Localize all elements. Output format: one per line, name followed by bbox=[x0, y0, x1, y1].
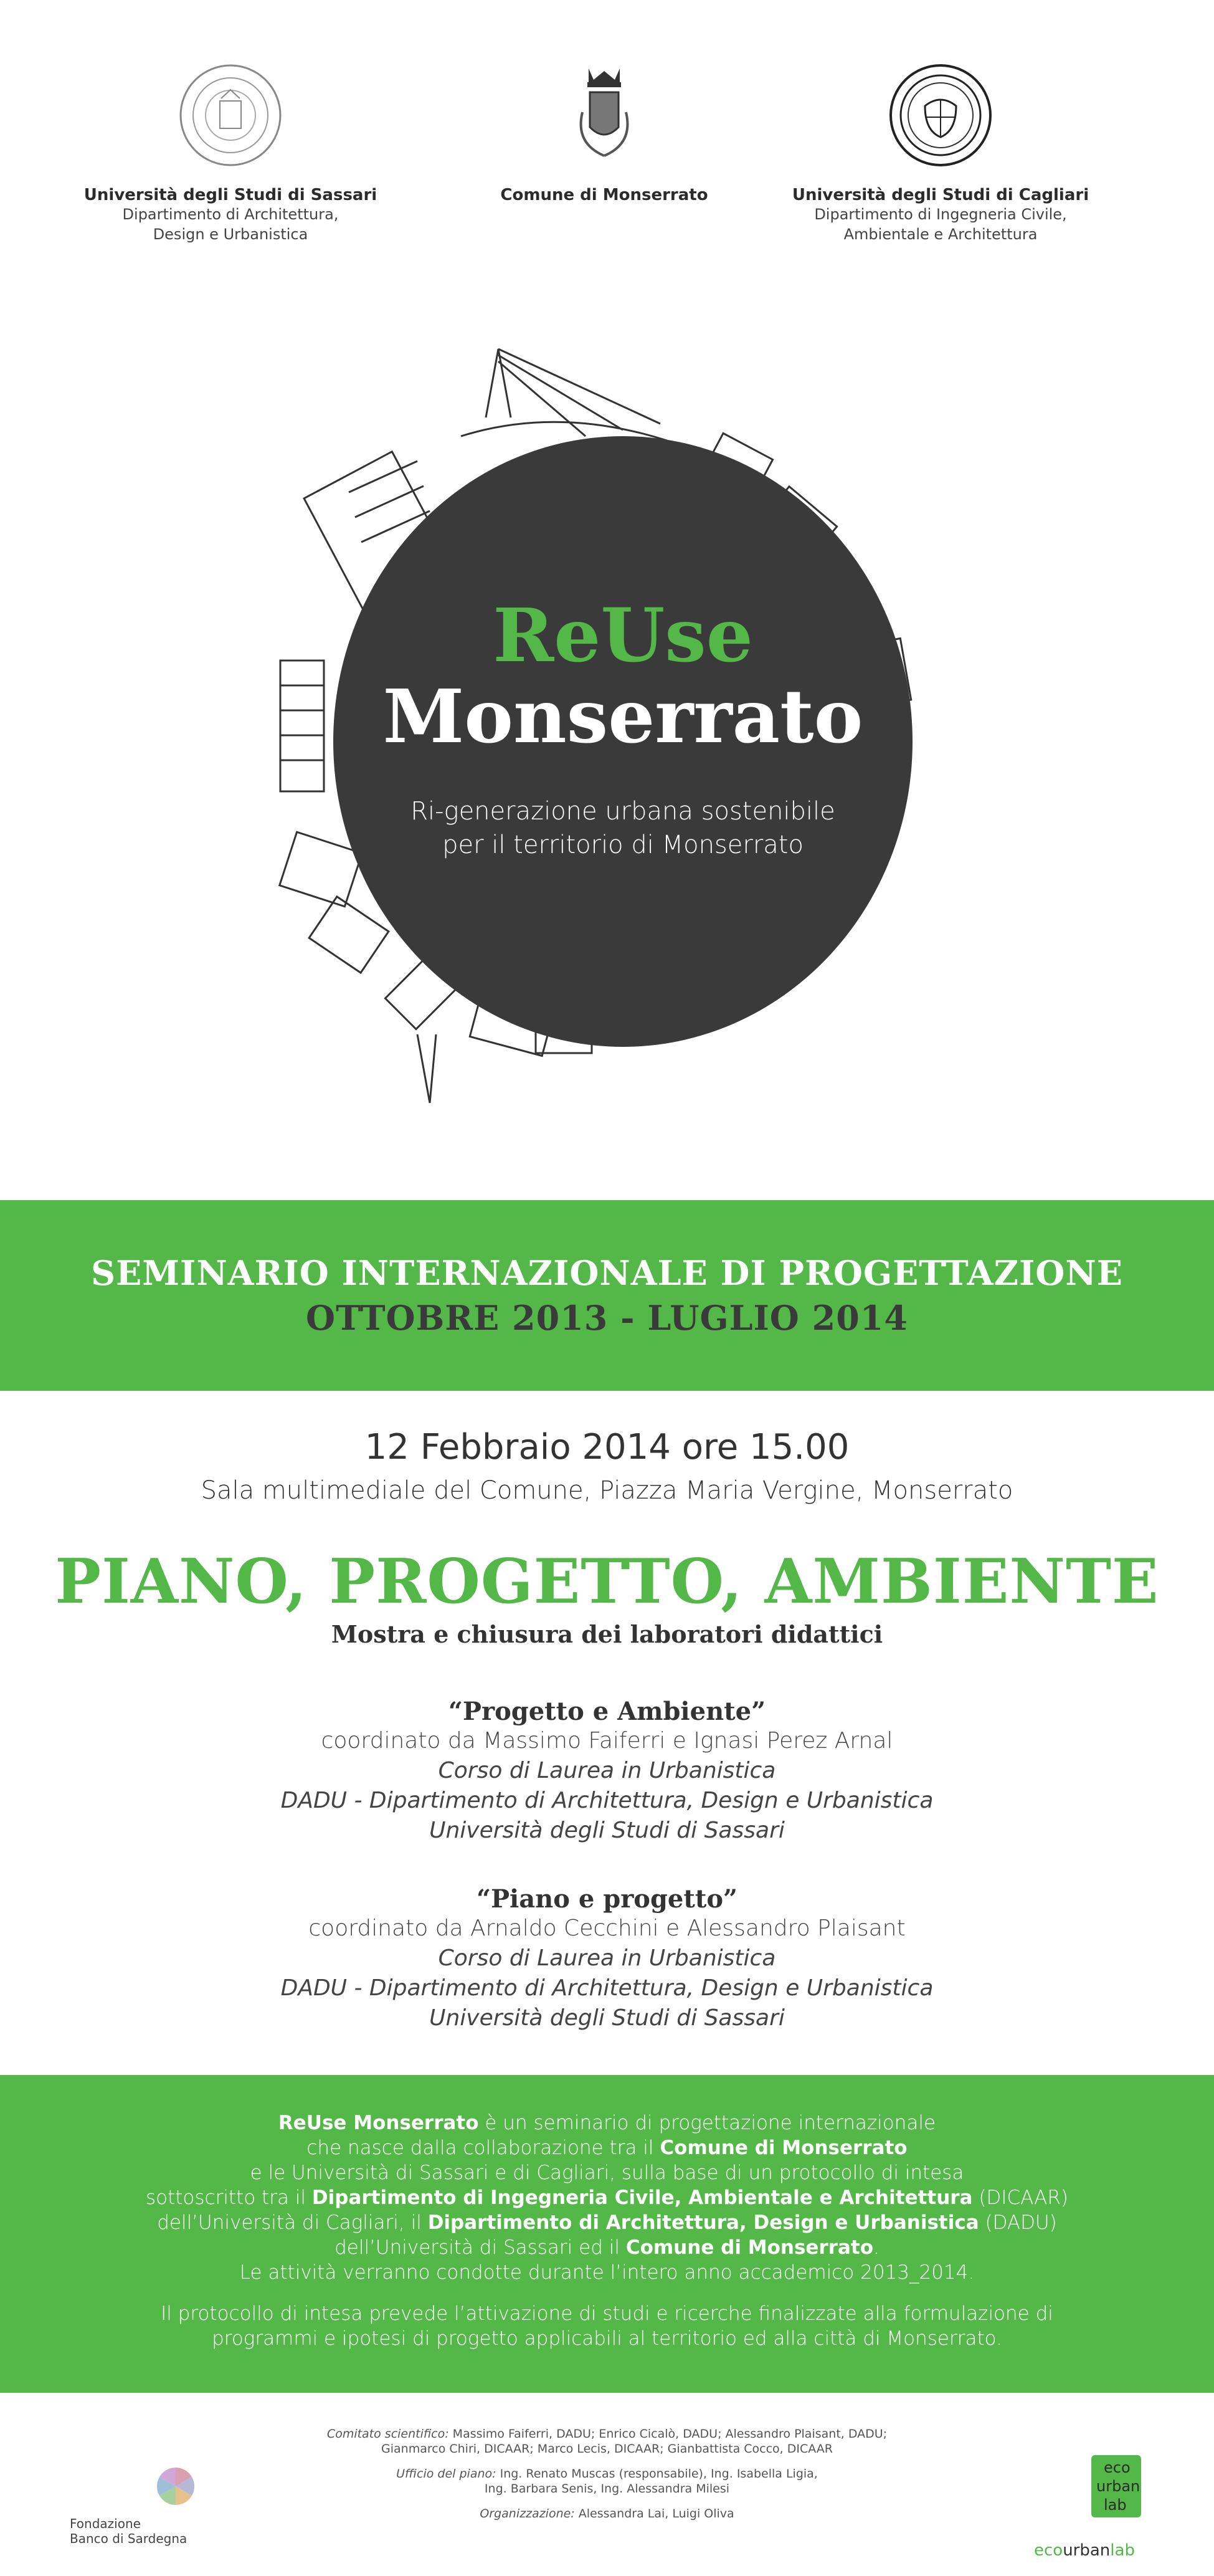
logo-sub-line: Ambientale e Architettura bbox=[843, 226, 1038, 243]
lab-course: Corso di Laurea in Urbanistica bbox=[438, 1945, 776, 1971]
spacer bbox=[0, 2285, 1214, 2301]
logo-sassari bbox=[62, 62, 399, 244]
cagliari-seal-icon bbox=[888, 62, 993, 168]
lab-coordinators: coordinato da Arnaldo Cecchini e Alessandro Plaisant bbox=[308, 1915, 906, 1941]
lab-department: DADU - Dipartimento di Architettura, Design e Urbanistica bbox=[280, 1788, 934, 1813]
ecourbanlab-mark-icon bbox=[1034, 2449, 1159, 2536]
bold-text: Comune di Monserrato bbox=[660, 2137, 908, 2159]
logo-comune bbox=[436, 62, 772, 204]
lab-piano-progetto bbox=[0, 1884, 1214, 2033]
lab-progetto-ambiente bbox=[0, 1697, 1214, 1846]
description-line: Il protocollo di intesa prevede l’attivazione di studi e ricerche finalizzate alla formulazione di bbox=[161, 2302, 1053, 2325]
eco-mark-line: urban bbox=[1096, 2478, 1140, 2495]
event-date: 12 Febbraio 2014 ore 15.00 bbox=[364, 1427, 850, 1467]
lab-name: “Piano e progetto” bbox=[476, 1884, 738, 1914]
description-line bbox=[0, 2135, 1214, 2160]
coat-of-arms-icon bbox=[557, 62, 651, 168]
lab-department: DADU - Dipartimento di Architettura, Design e Urbanistica bbox=[280, 1975, 934, 2001]
text: sottoscritto tra il bbox=[145, 2187, 312, 2209]
sassari-seal-icon bbox=[178, 62, 283, 168]
logo-sub-line: Dipartimento di Ingegneria Civile, bbox=[814, 206, 1067, 223]
fondazione-line: Banco di Sardegna bbox=[70, 2531, 187, 2546]
description-line: e le Università di Sassari e di Cagliari, sulla base di un protocollo di intesa bbox=[250, 2162, 964, 2184]
hero-subtitle-line: per il territorio di Monserrato bbox=[442, 831, 804, 859]
lab-course: Corso di Laurea in Urbanistica bbox=[438, 1758, 776, 1783]
text: Massimo Faiferri, DADU; Enrico Cicalò, DADU; Alessandro Plaisant, DADU; bbox=[448, 2427, 888, 2441]
credits-label: Comitato scientifico: bbox=[326, 2427, 449, 2441]
fondazione-name bbox=[70, 2516, 232, 2546]
fondazione-pie-icon bbox=[70, 2461, 232, 2511]
event-title: PIANO, PROGETTO, AMBIENTE bbox=[55, 1546, 1159, 1618]
description-line: programmi e ipotesi di progetto applicabili al territorio ed alla città di Monserrato. bbox=[212, 2327, 1002, 2350]
text: urban bbox=[1063, 2541, 1111, 2560]
logo-header bbox=[0, 62, 1214, 287]
text: (DICAAR) bbox=[972, 2187, 1069, 2209]
hero-subtitle bbox=[274, 794, 972, 862]
text: Ing. Renato Muscas (responsabile), Ing. Isabella Ligia, bbox=[496, 2467, 818, 2481]
logo-sub-line: Design e Urbanistica bbox=[153, 226, 308, 243]
lab-university: Università degli Studi di Sassari bbox=[429, 2005, 785, 2031]
seminar-dates: OTTOBRE 2013 - LUGLIO 2014 bbox=[306, 1298, 908, 1338]
event-info bbox=[0, 1427, 1214, 2033]
text: che nasce dalla collaborazione tra il bbox=[306, 2137, 660, 2159]
text: dell’Università di Sassari ed il bbox=[334, 2236, 626, 2259]
ecourbanlab-logo bbox=[1034, 2449, 1159, 2561]
text: eco bbox=[1034, 2541, 1063, 2560]
lab-university: Università degli Studi di Sassari bbox=[429, 1818, 785, 1843]
hero-title-reuse: ReUse bbox=[493, 592, 753, 679]
description-line bbox=[0, 2235, 1214, 2260]
logo-name: Università degli Studi di Sassari bbox=[83, 186, 377, 204]
text: . bbox=[873, 2236, 880, 2259]
credits-line: Ing. Barbara Senis, Ing. Alessandra Milesi bbox=[484, 2482, 730, 2496]
bold-text: Comune di Monserrato bbox=[625, 2236, 874, 2259]
credits-label: Organizzazione: bbox=[480, 2507, 575, 2521]
seminar-title: SEMINARIO INTERNAZIONALE DI PROGETTAZIONE bbox=[91, 1253, 1123, 1293]
lab-name: “Progetto e Ambiente” bbox=[448, 1697, 766, 1726]
event-subtitle: Mostra e chiusura dei laboratori didattici bbox=[331, 1620, 883, 1648]
eco-mark-line: eco bbox=[1104, 2459, 1131, 2476]
text: (DADU) bbox=[979, 2211, 1057, 2234]
fondazione-line: Fondazione bbox=[70, 2516, 141, 2531]
bold-text: ReUse Monserrato bbox=[278, 2112, 479, 2134]
description-line: Le attività verranno condotte durante l’intero anno accademico 2013_2014. bbox=[239, 2261, 975, 2284]
hero-graphic bbox=[274, 336, 972, 1122]
description-line bbox=[0, 2185, 1214, 2210]
logo-name: Comune di Monserrato bbox=[500, 186, 708, 204]
credits-line: Gianmarco Chiri, DICAAR; Marco Lecis, DICAAR; Gianbattista Cocco, DICAAR bbox=[381, 2442, 833, 2456]
description-panel bbox=[0, 2075, 1214, 2393]
logo-cagliari bbox=[766, 62, 1115, 244]
description-line bbox=[0, 2210, 1214, 2235]
seminar-banner bbox=[0, 1200, 1214, 1391]
logo-name: Università degli Studi di Cagliari bbox=[792, 186, 1089, 204]
footer bbox=[0, 2393, 1214, 2576]
description-line bbox=[0, 2111, 1214, 2135]
text: Alessandra Lai, Luigi Oliva bbox=[574, 2507, 734, 2521]
logo-sub-line: Dipartimento di Architettura, bbox=[122, 206, 339, 223]
bold-text: Dipartimento di Ingegneria Civile, Ambientale e Architettura bbox=[311, 2187, 973, 2209]
bold-text: Dipartimento di Architettura, Design e Urbanistica bbox=[427, 2211, 979, 2234]
hero-title-monserrato: Monserrato bbox=[382, 673, 863, 760]
text: dell’Università di Cagliari, il bbox=[157, 2211, 428, 2234]
hero-subtitle-line: Ri-generazione urbana sostenibile bbox=[410, 797, 835, 826]
credits-label: Ufficio del piano: bbox=[396, 2467, 496, 2481]
ecourbanlab-wordmark bbox=[1034, 2541, 1135, 2560]
credits-line bbox=[0, 2426, 1214, 2441]
eco-mark-line: lab bbox=[1104, 2496, 1127, 2514]
event-place: Sala multimediale del Comune, Piazza Maria Vergine, Monserrato bbox=[201, 1476, 1013, 1505]
lab-coordinators: coordinato da Massimo Faiferri e Ignasi Perez Arnal bbox=[321, 1728, 893, 1753]
text: è un seminario di progettazione internazionale bbox=[478, 2112, 936, 2134]
text: lab bbox=[1110, 2541, 1135, 2560]
